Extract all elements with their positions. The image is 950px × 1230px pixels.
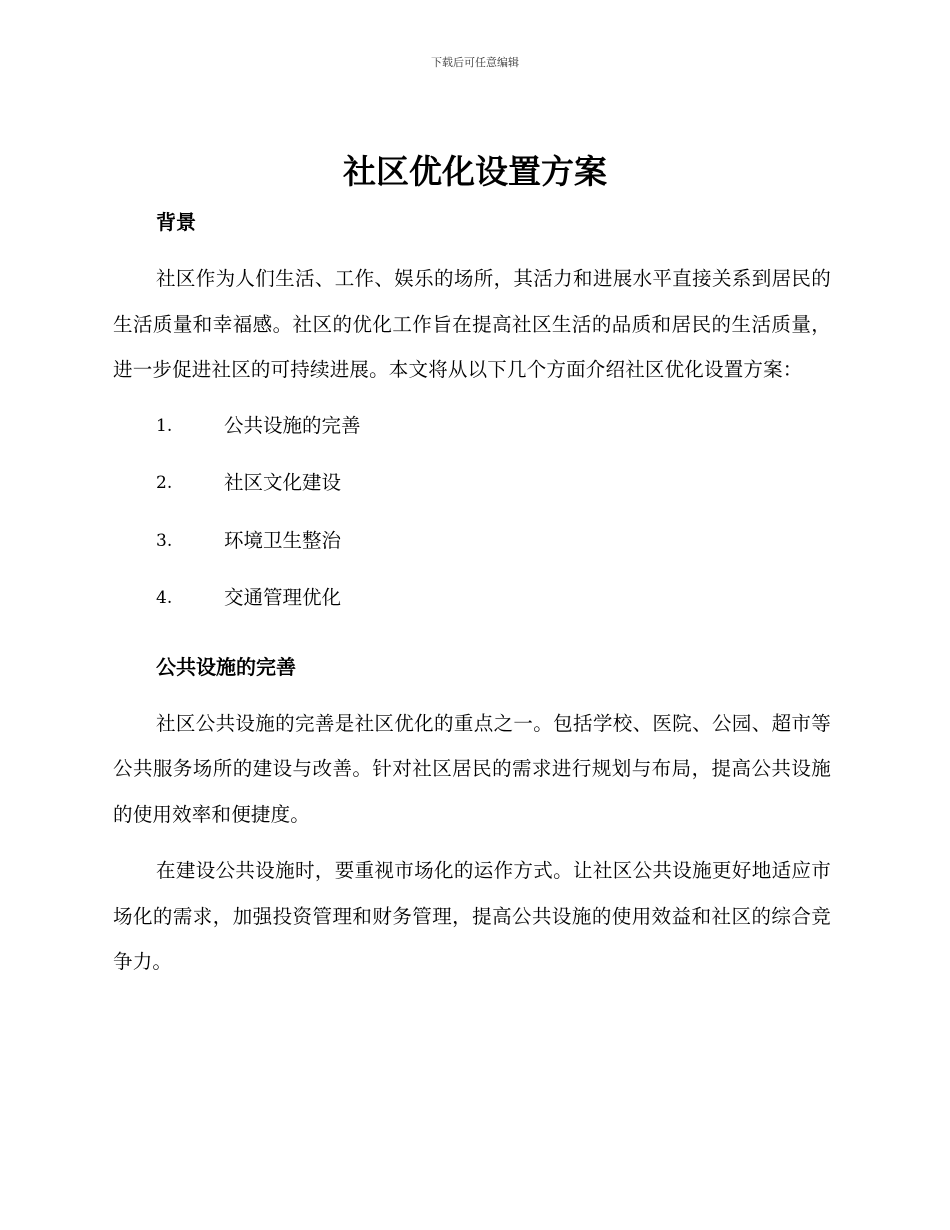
page-header-note: 下载后可任意编辑 bbox=[431, 56, 519, 69]
facilities-paragraph-2: 在建设公共设施时，要重视市场化的运作方式。让社区公共设施更好地适应市场化的需求，加强投资管理和财务管理，提高公共设施的使用效益和社区的综合竞争力。 bbox=[113, 859, 831, 973]
list-item-number: 4. bbox=[156, 588, 173, 608]
list-item bbox=[113, 461, 831, 519]
list-item-text: 公共设施的完善 bbox=[224, 413, 361, 437]
list-item bbox=[113, 576, 831, 634]
list-item-number: 2. bbox=[156, 473, 173, 493]
list-item bbox=[113, 519, 831, 577]
section-heading-facilities: 公共设施的完善 bbox=[156, 654, 296, 679]
list-item-number: 1. bbox=[156, 415, 173, 436]
list-item-text: 交通管理优化 bbox=[224, 586, 342, 609]
section-heading-background: 背景 bbox=[156, 210, 196, 234]
document-body bbox=[113, 201, 831, 996]
list-item-text: 社区文化建设 bbox=[224, 471, 342, 494]
list-item bbox=[113, 404, 831, 462]
document-title: 社区优化设置方案 bbox=[343, 152, 607, 191]
list-item-text: 环境卫生整治 bbox=[224, 528, 342, 552]
facilities-paragraph-1: 社区公共设施的完善是社区优化的重点之一。包括学校、医院、公园、超市等公共服务场所的建设与改善。针对社区居民的需求进行规划与布局，提高公共设施的使用效率和便捷度。 bbox=[113, 711, 831, 826]
background-paragraph: 社区作为人们生活、工作、娱乐的场所，其活力和进展水平直接关系到居民的生活质量和幸福感。社区的优化工作旨在提高社区生活的品质和居民的生活质量，进一步促进社区的可持续进展。本文将从以下几个方面介绍社区优化设置方案： bbox=[113, 267, 831, 381]
outline-list bbox=[113, 404, 831, 634]
list-item-number: 3. bbox=[156, 530, 173, 551]
